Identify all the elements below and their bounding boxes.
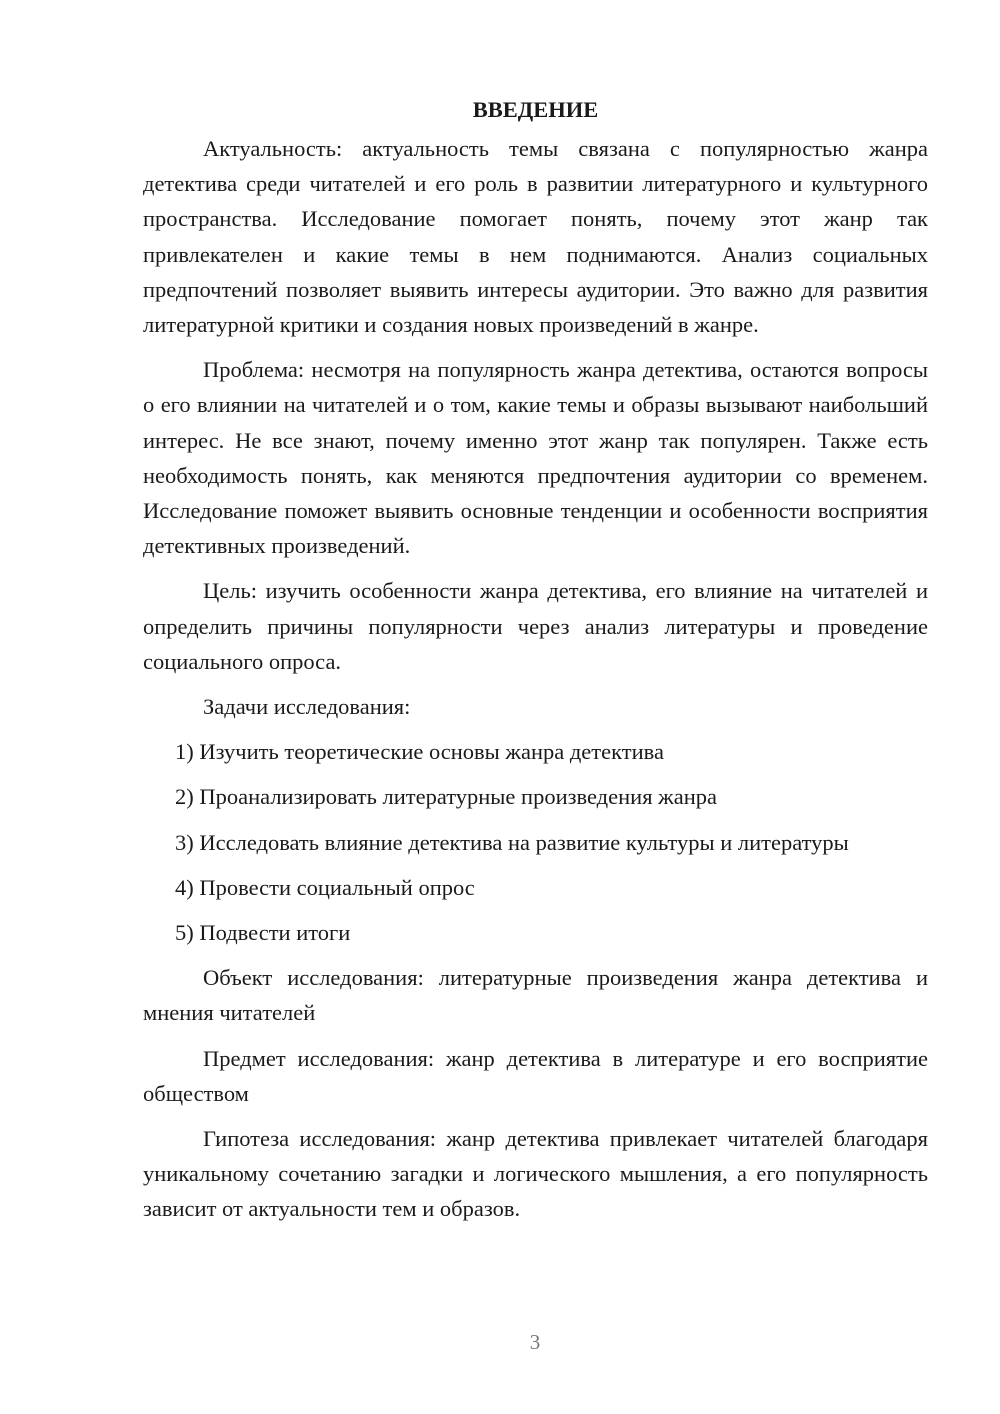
task-item: 4) Провести социальный опрос [175, 874, 475, 900]
object-paragraph: Объект исследования: литературные произведения жанра детектива и мнения читателей [143, 965, 928, 1026]
section-heading: ВВЕДЕНИЕ [472, 97, 599, 122]
problem-paragraph: Проблема: несмотря на популярность жанра детектива, остаются вопросы о его влиянии на читателей и о том, какие темы и образы вызывают наибольший интерес. Не все знают, почему именно этот жанр так популярен. Также есть необходимость понять, как меняются предпочтения аудитории со временем. Исследование поможет выявить основные тенденции и особенности восприятия детективных произведений. [143, 357, 928, 559]
task-item: 1) Изучить теоретические основы жанра детектива [175, 739, 664, 765]
document-page [143, 92, 928, 1237]
page-number: 3 [529, 1330, 541, 1354]
task-item: 3) Исследовать влияние детектива на развитие культуры и литературы [175, 829, 849, 855]
goal-paragraph: Цель: изучить особенности жанра детектива, его влияние на читателей и определить причины популярности через анализ литературы и проведение социального опроса. [143, 578, 928, 674]
subject-paragraph: Предмет исследования: жанр детектива в литературе и его восприятие обществом [143, 1045, 928, 1106]
relevance-paragraph: Актуальность: актуальность темы связана с популярностью жанра детектива среди читателей и его роль в развитии литературного и культурного пространства. Исследование помогает понять, почему этот жанр так привлекателен и какие темы в нем поднимаются. Анализ социальных предпочтений позволяет выявить интересы аудитории. Это важно для развития литературной критики и создания новых произведений в жанре. [143, 136, 928, 338]
hypothesis-paragraph: Гипотеза исследования: жанр детектива привлекает читателей благодаря уникальному сочетанию загадки и логического мышления, а его популярность зависит от актуальности тем и образов. [143, 1126, 928, 1222]
task-list [143, 734, 928, 950]
task-item: 5) Подвести итоги [175, 920, 351, 946]
tasks-title: Задачи исследования: [203, 694, 411, 720]
task-item: 2) Проанализировать литературные произведения жанра [175, 784, 717, 810]
